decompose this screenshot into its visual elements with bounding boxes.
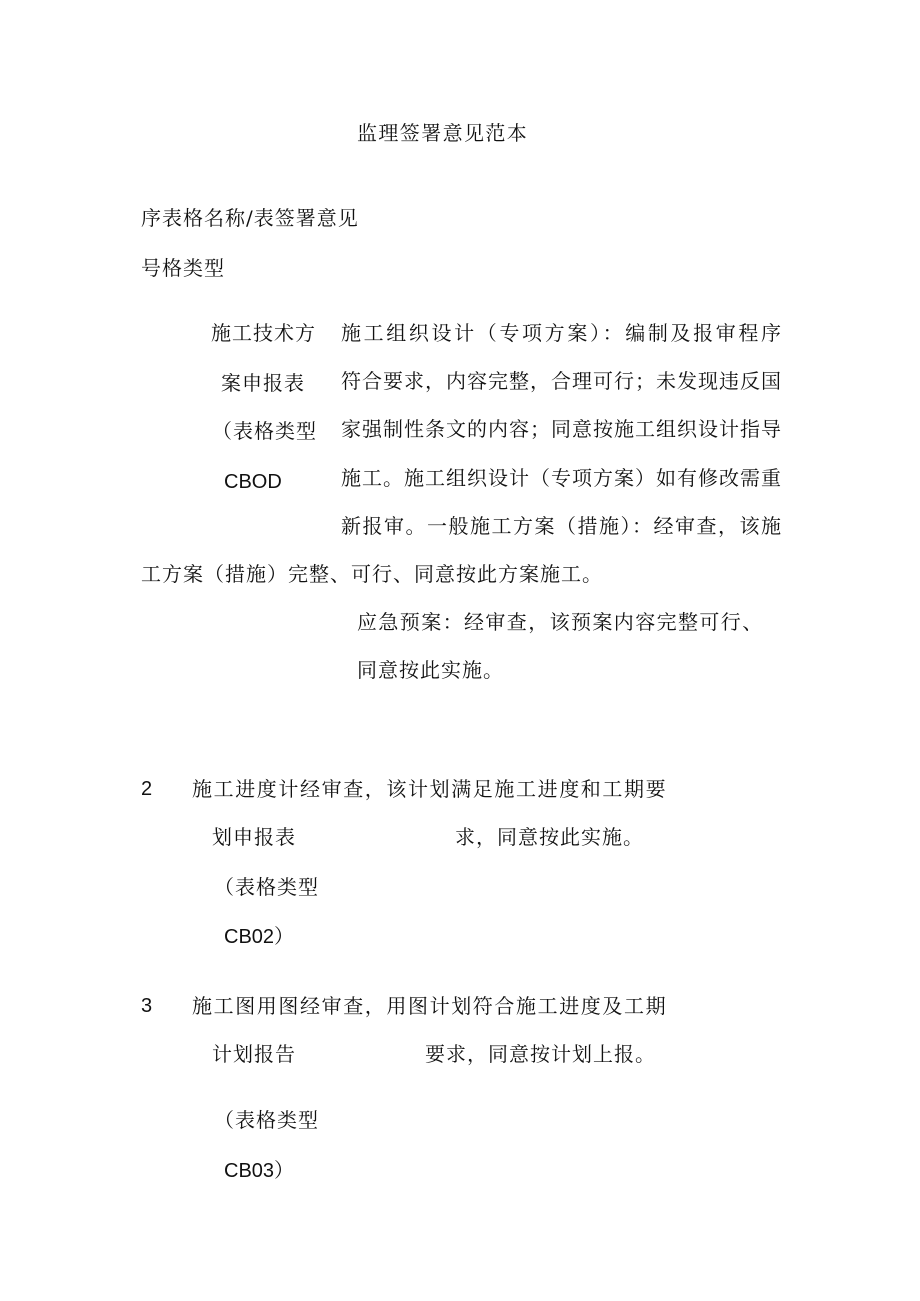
form-name-line: 施工技术方 [211,321,316,345]
form-name-line: 划申报表 [212,825,296,849]
opinion-line: 同意按此实施。 [357,658,504,682]
opinion-line: 新报审。一般施工方案（措施）：经审查，该施 [341,514,781,538]
form-type-code: CB03） [224,1160,295,1182]
form-name-line: 施工图用图 [192,994,300,1018]
form-name-line: （表格类型 [212,419,317,443]
form-type-code: CB02） [224,926,295,948]
opinion-line: 施工。施工组织设计（专项方案）如有修改需重 [341,466,781,490]
opinion-line: 施工组织设计（专项方案）：编制及报审程序 [341,321,781,345]
table-header-line: 号格类型 [141,256,225,280]
form-name-line: （表格类型 [214,875,319,899]
document-title: 监理签署意见范本 [357,121,529,145]
opinion-line: 经审查，用图计划符合施工进度及工期 [300,994,668,1018]
row-first-line [192,994,667,1018]
form-name-line: 施工进度计 [192,777,300,801]
form-name-line: （表格类型 [214,1108,319,1132]
form-name-line: 计划报告 [212,1042,296,1066]
opinion-line: 家强制性条文的内容；同意按施工组织设计指导 [341,417,781,441]
form-type-code: CBOD [224,471,282,493]
table-header-line: 序表格名称/表签署意见 [141,206,359,230]
row-number: 2 [141,778,153,800]
row-number: 3 [141,995,153,1017]
row-first-line [192,777,667,801]
opinion-line: 符合要求，内容完整，合理可行；未发现违反国 [341,369,781,393]
opinion-line: 经审查，该计划满足施工进度和工期要 [300,777,668,801]
opinion-line: 求，同意按此实施。 [455,825,644,849]
opinion-line: 工方案（措施）完整、可行、同意按此方案施工。 [141,562,603,586]
opinion-line: 应急预案：经审查，该预案内容完整可行、 [357,610,764,634]
opinion-line: 要求，同意按计划上报。 [425,1042,656,1066]
form-name-line: 案申报表 [221,371,305,395]
